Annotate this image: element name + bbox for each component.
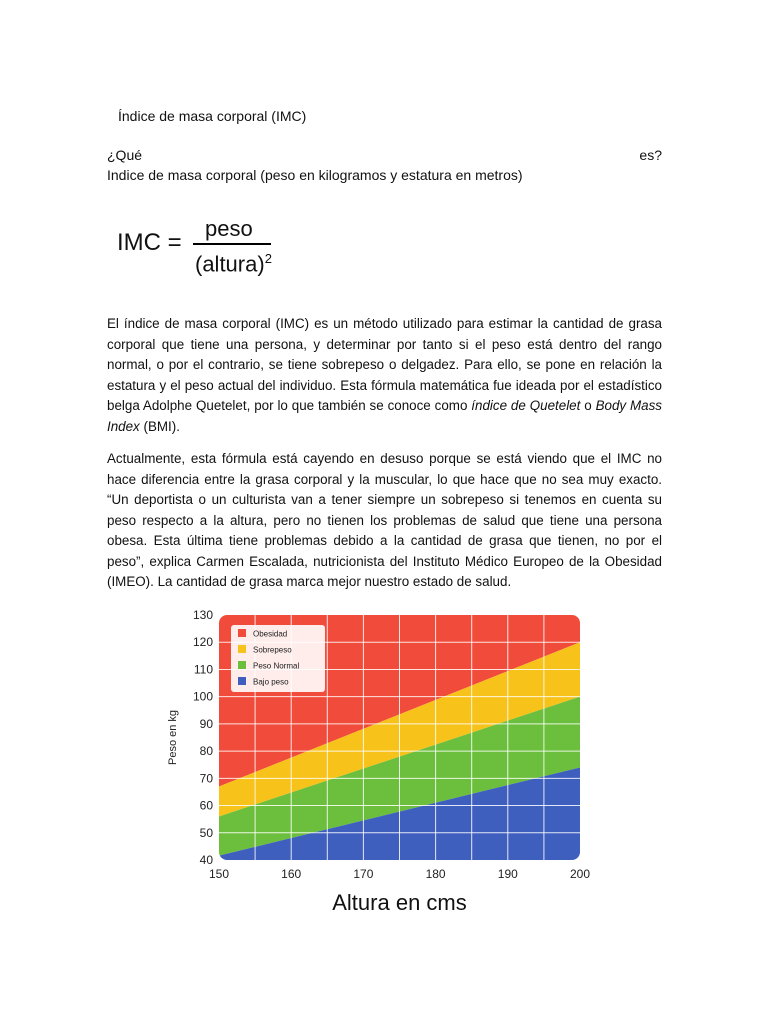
legend-label: Peso Normal — [253, 661, 300, 671]
question-line — [107, 147, 662, 163]
legend-swatch — [238, 661, 246, 669]
legend-label: Obesidad — [253, 629, 288, 639]
y-tick-label: 70 — [199, 771, 213, 786]
y-tick-label: 40 — [199, 853, 213, 867]
y-tick-label: 110 — [193, 662, 213, 677]
paragraph-1-italic-bmi: Body Mass Index — [107, 398, 663, 434]
y-tick-label: 80 — [199, 744, 213, 759]
bmi-formula — [117, 216, 317, 286]
y-tick-label: 120 — [192, 635, 213, 650]
question-right: es? — [639, 147, 662, 163]
y-tick-label: 100 — [192, 689, 213, 704]
page-title: Índice de masa corporal (IMC) — [118, 108, 307, 124]
x-axis-label: Altura en cms — [332, 890, 467, 915]
paragraph-1-italic-quetelet: índice de Quetelet — [471, 398, 581, 413]
y-tick-label: 90 — [199, 716, 213, 731]
formula-denominator — [195, 251, 272, 277]
x-tick-label: 180 — [425, 867, 446, 881]
paragraph-1-end: (BMI). — [139, 418, 180, 434]
x-tick-label: 200 — [569, 867, 591, 881]
paragraph-1-mid: o — [580, 398, 596, 413]
formula-exponent: 2 — [264, 251, 272, 266]
paragraph-2: Actualmente, esta fórmula está cayendo en desuso porque se está viendo que el IMC no hace diferencia entre la grasa corporal y la muscular, lo que hace que no sea muy exacto. “Un deportista o un culturista van a tener siempre un sobrepeso si tenemos en cuenta su peso respecto a la altura, pero no tienen los problemas de salud que tiene una persona obesa. Esta última tiene problemas debido a la cantidad de grasa que tienen, no por el peso”, explica Carmen Escalada, nutricionista del Instituto Médico Europeo de la Obesidad (IMEO). La cantidad de grasa marca mejor nuestro estado de salud. — [107, 451, 662, 589]
paragraph-1-text: El índice de masa corporal (IMC) es un método utilizado para estimar la cantidad de grasa corporal que tiene una persona, y determinar por tanto si el peso está dentro del rango normal, o por el contrario, se tiene sobrepeso o delgadez. Para ello, se pone en relación la estatura y el peso actual del individuo. Esta fórmula matemática fue ideada por el estadístico belga Adolphe Quetelet, por lo que también se conoce como — [107, 316, 662, 413]
legend-swatch — [238, 629, 246, 637]
legend-label: Sobrepeso — [253, 645, 292, 655]
bmi-chart — [150, 605, 620, 925]
legend-swatch — [238, 677, 246, 685]
y-tick-label: 60 — [199, 798, 213, 813]
x-tick-label: 170 — [353, 867, 374, 881]
y-axis-label: Peso en kg — [167, 709, 179, 766]
formula-fraction-bar — [193, 243, 271, 245]
legend-label: Bajo peso — [253, 677, 289, 687]
formula-numerator: peso — [205, 216, 253, 241]
x-tick-label: 160 — [281, 867, 302, 881]
paragraph-1 — [107, 314, 662, 437]
y-tick-label: 50 — [199, 825, 213, 840]
x-tick-label: 150 — [208, 867, 230, 881]
x-tick-label: 190 — [497, 867, 518, 881]
y-tick-label: 130 — [192, 608, 213, 622]
subtitle: Indice de masa corporal (peso en kilogramos y estatura en metros) — [107, 167, 523, 183]
legend-swatch — [238, 645, 246, 653]
formula-denominator-text: (altura) — [195, 251, 265, 277]
question-left: ¿Qué — [107, 147, 143, 163]
formula-lhs: IMC = — [117, 229, 182, 256]
